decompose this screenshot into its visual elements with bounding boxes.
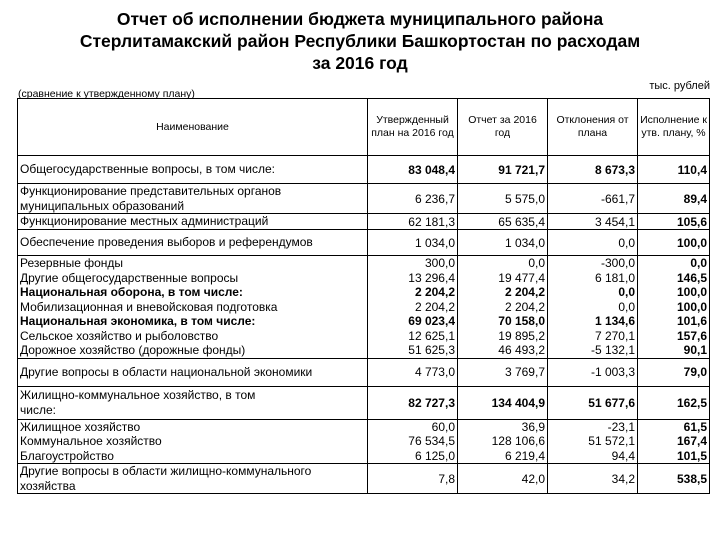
comparison-subtitle: (сравнение к утвержденному плану) [18,88,195,100]
units-label: тыс. рублей [649,80,710,92]
row-report: 91 721,7 [458,156,548,184]
row-execution: 100,0 [676,285,707,299]
row-name: Другие общегосударственные вопросы [20,270,239,285]
row-execution: 110,4 [638,156,710,184]
row-report: 2 204,2 [504,285,545,299]
row-plan: 76 534,5 [408,434,455,448]
group-report [458,419,548,464]
row-plan: 60,0 [431,419,455,434]
row-execution: 146,5 [676,270,707,285]
title-line-3: за 2016 год [312,53,408,73]
row-execution: 100,0 [676,299,707,314]
table-row-group [18,419,710,464]
row-execution: 79,0 [638,358,710,386]
row-report: 36,9 [521,419,545,434]
row-name: Другие вопросы в области жилищно-коммунального хозяйства [18,464,368,494]
report-title [20,8,700,74]
row-name: Жилищное хозяйство [20,419,141,434]
table-row [18,230,710,256]
row-name: Другие вопросы в области национальной экономики [18,358,368,386]
row-name: Коммунальное хозяйство [20,434,162,448]
col-header-execution: Исполнение к утв. плану, % [638,99,710,156]
row-execution: 0,0 [690,256,707,270]
group-execution [638,419,710,464]
group-execution [638,256,710,359]
row-deviation: 1 134,6 [594,314,635,328]
row-execution: 538,5 [638,464,710,494]
row-name: Мобилизационная и вневойсковая подготовка [20,299,278,314]
row-deviation: 51 572,1 [588,434,635,448]
row-deviation: 6 181,0 [594,270,635,285]
row-execution: 167,4 [676,434,707,448]
row-name: Национальная оборона, в том числе: [20,285,243,299]
row-report: 5 575,0 [458,184,548,214]
row-plan: 1 034,0 [368,230,458,256]
row-deviation: 0,0 [618,285,635,299]
row-execution: 89,4 [638,184,710,214]
group-names [18,256,368,359]
row-report: 128 106,6 [491,434,545,448]
row-report: 19 895,2 [498,328,545,343]
row-execution: 90,1 [683,343,707,357]
table-row-group [18,256,710,359]
row-execution: 101,6 [676,314,707,328]
budget-table [17,98,710,494]
row-plan: 62 181,3 [368,214,458,230]
row-report: 42,0 [458,464,548,494]
row-deviation: -661,7 [548,184,638,214]
row-deviation: 51 677,6 [548,386,638,419]
group-plan [368,256,458,359]
row-deviation: -5 132,1 [590,343,635,357]
row-plan: 69 023,4 [408,314,455,328]
row-deviation: 7 270,1 [594,328,635,343]
table-row [18,184,710,214]
row-report: 65 635,4 [458,214,548,230]
row-report: 70 158,0 [498,314,545,328]
row-execution: 61,5 [683,419,707,434]
row-execution: 162,5 [638,386,710,419]
row-plan: 82 727,3 [368,386,458,419]
title-line-1: Отчет об исполнении бюджета муниципального района [116,9,604,29]
row-execution: 105,6 [638,214,710,230]
row-plan: 6 236,7 [368,184,458,214]
row-name: Функционирование местных администраций [18,214,368,230]
row-name: Жилищно-коммунальное хозяйство, в том числе: [18,386,368,419]
row-deviation: 34,2 [548,464,638,494]
table-row [18,386,710,419]
row-name: Дорожное хозяйство (дорожные фонды) [20,343,246,357]
row-plan: 4 773,0 [368,358,458,386]
row-deviation: -300,0 [600,256,635,270]
row-report: 6 219,4 [504,448,545,463]
group-deviation [548,256,638,359]
row-report: 46 493,2 [498,343,545,357]
row-name: Общегосударственные вопросы, в том числе: [18,156,368,184]
col-header-report: Отчет за 2016 год [458,99,548,156]
row-deviation: 3 454,1 [548,214,638,230]
row-plan: 13 296,4 [408,270,455,285]
table-row [18,214,710,230]
table-header-row [18,99,710,156]
group-names [18,419,368,464]
row-report: 3 769,7 [458,358,548,386]
row-plan: 6 125,0 [414,448,455,463]
row-plan: 7,8 [368,464,458,494]
row-plan: 2 204,2 [414,285,455,299]
row-deviation: 94,4 [611,448,635,463]
group-report [458,256,548,359]
row-name: Сельское хозяйство и рыболовство [20,328,219,343]
row-name: Резервные фонды [20,256,124,270]
row-deviation: 0,0 [548,230,638,256]
row-plan: 300,0 [424,256,455,270]
row-execution: 157,6 [676,328,707,343]
row-plan: 51 625,3 [408,343,455,357]
col-header-plan: Утвержденный план на 2016 год [368,99,458,156]
row-report: 0,0 [528,256,545,270]
table-row [18,156,710,184]
row-report: 19 477,4 [498,270,545,285]
row-plan: 2 204,2 [414,299,455,314]
row-name: Обеспечение проведения выборов и референдумов [18,230,368,256]
group-deviation [548,419,638,464]
row-plan: 12 625,1 [408,328,455,343]
row-plan: 83 048,4 [368,156,458,184]
row-report: 134 404,9 [458,386,548,419]
title-line-2: Стерлитамакский район Республики Башкортостан по расходам [79,31,641,51]
row-deviation: 8 673,3 [548,156,638,184]
row-name: Благоустройство [20,448,114,463]
row-report: 1 034,0 [458,230,548,256]
row-name: Национальная экономика, в том числе: [20,314,256,328]
row-deviation: 0,0 [618,299,635,314]
row-execution: 101,5 [676,448,707,463]
row-deviation: -1 003,3 [548,358,638,386]
group-plan [368,419,458,464]
row-name: Функционирование представительных органов муниципальных образований [18,184,368,214]
col-header-deviation: Отклонения от плана [548,99,638,156]
row-deviation: -23,1 [607,419,635,434]
table-row [18,464,710,494]
row-execution: 100,0 [638,230,710,256]
col-header-name: Наименование [18,99,368,156]
row-report: 2 204,2 [504,299,545,314]
table-row [18,358,710,386]
